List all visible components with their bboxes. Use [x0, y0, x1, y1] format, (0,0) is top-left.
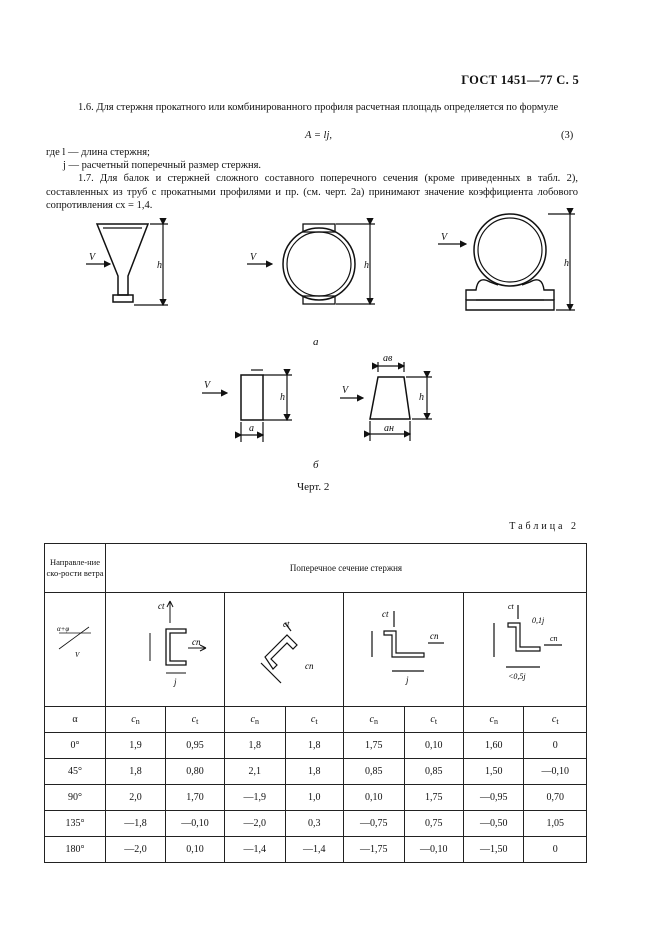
- coefficient-cell: 0,10: [344, 785, 405, 811]
- pipe-clamp-drawing: [247, 224, 375, 304]
- cn-header-1: $c_n$: [106, 707, 166, 733]
- table-row: [45, 733, 587, 759]
- channel-section-sketch: [106, 593, 225, 707]
- coefficient-cell: —1,4: [225, 837, 286, 863]
- table-row: [45, 837, 587, 863]
- ct-header-2: $c_t$: [285, 707, 344, 733]
- cn-header-3: $c_n$: [344, 707, 405, 733]
- coefficient-cell: —0,95: [464, 785, 524, 811]
- alpha-cell: 180°: [45, 837, 106, 863]
- j-label: j: [174, 677, 177, 687]
- svg-text:α+φ: α+φ: [57, 625, 70, 633]
- ab-label: aв: [383, 353, 393, 364]
- figure-label-b: б: [313, 459, 319, 471]
- coefficient-cell: 1,8: [106, 759, 166, 785]
- coefficient-cell: 0: [524, 733, 587, 759]
- svg-text:cn: cn: [305, 661, 314, 671]
- coefficient-cell: 0,10: [404, 733, 464, 759]
- coefficient-cell: 1,75: [344, 733, 405, 759]
- coefficient-cell: —1,4: [285, 837, 344, 863]
- figure-label-a: а: [313, 336, 319, 348]
- coefficient-cell: 0,85: [344, 759, 405, 785]
- coefficient-cell: 0,85: [404, 759, 464, 785]
- coefficient-cell: 1,8: [285, 733, 344, 759]
- svg-text:cn: cn: [550, 634, 558, 643]
- h-label-1: h: [157, 260, 162, 271]
- h-label-4: h: [280, 392, 285, 403]
- coefficient-cell: 0: [524, 837, 587, 863]
- coefficient-cell: 1,60: [464, 733, 524, 759]
- cn-header-2: $c_n$: [225, 707, 286, 733]
- coefficient-cell: —2,0: [106, 837, 166, 863]
- rect-section-drawing: [202, 370, 292, 442]
- cross-section-header: Поперечное сечение стержня: [106, 544, 587, 593]
- svg-text:<0,5j: <0,5j: [508, 672, 526, 681]
- coefficient-cell: 0,10: [166, 837, 225, 863]
- v-label-5: V: [342, 385, 349, 396]
- angle-section-sketch: [464, 593, 587, 707]
- rotated-channel-sketch: [225, 593, 344, 707]
- pipe-saddle-drawing: [438, 214, 575, 310]
- table-2: [44, 543, 587, 863]
- where-l: где l — длина стержня;: [46, 147, 150, 158]
- coefficient-cell: —0,10: [166, 811, 225, 837]
- paragraph-1-6: 1.6. Для стержня прокатного или комбинированного профиля расчетная площадь определяется по формуле: [78, 102, 559, 113]
- z-section-sketch: [344, 593, 464, 707]
- table-row: [45, 759, 587, 785]
- wind-direction-sketch: [45, 593, 106, 707]
- coefficient-cell: 1,75: [404, 785, 464, 811]
- h-label-2: h: [364, 260, 369, 271]
- coefficient-cell: —0,10: [524, 759, 587, 785]
- svg-text:j: j: [406, 675, 409, 685]
- a-label: a: [249, 423, 254, 434]
- table-body: [45, 733, 587, 863]
- where-j: j — расчетный поперечный размер стержня.: [63, 160, 262, 171]
- ct-header-1: $c_t$: [166, 707, 225, 733]
- alpha-header: α: [45, 707, 106, 733]
- coefficient-cell: —0,50: [464, 811, 524, 837]
- ct-header-3: $c_t$: [404, 707, 464, 733]
- alpha-cell: 135°: [45, 811, 106, 837]
- figure-caption: Черт. 2: [297, 481, 330, 493]
- coefficient-cell: 1,05: [524, 811, 587, 837]
- svg-text:ct: ct: [283, 619, 290, 629]
- coefficient-cell: 2,1: [225, 759, 286, 785]
- coefficient-cell: —2,0: [225, 811, 286, 837]
- paragraph-1-7: 1.7. Для балок и стержней сложного составного поперечного сечения (кроме приведенных в табл. 2), составленных из труб с прокатными профилями и пр. (см. черт. 2а) принимают значение коэффициента лобового сопротивления cx = 1,4.: [46, 173, 578, 211]
- coefficient-cell: —0,10: [404, 837, 464, 863]
- coefficient-cell: —1,9: [225, 785, 286, 811]
- formula: A = lj,: [305, 130, 333, 141]
- an-label: aн: [384, 423, 394, 434]
- ct-label: ct: [158, 601, 165, 611]
- coefficient-cell: 1,70: [166, 785, 225, 811]
- y-section-drawing: [86, 224, 168, 305]
- cn-header-4: $c_n$: [464, 707, 524, 733]
- table-row: [45, 785, 587, 811]
- coefficient-cell: 1,8: [225, 733, 286, 759]
- alpha-cell: 45°: [45, 759, 106, 785]
- wind-direction-header: Направле-ние ско-рости ветра: [45, 544, 106, 593]
- coefficient-header-row: [45, 707, 587, 733]
- coefficient-cell: 1,50: [464, 759, 524, 785]
- coefficient-cell: —1,50: [464, 837, 524, 863]
- h-label-5: h: [419, 392, 424, 403]
- coefficient-cell: —1,8: [106, 811, 166, 837]
- v-label-3: V: [441, 232, 448, 243]
- coefficient-cell: —1,75: [344, 837, 405, 863]
- coefficient-cell: 1,0: [285, 785, 344, 811]
- h-label-3: h: [564, 258, 569, 269]
- v-label-4: V: [204, 380, 211, 391]
- svg-text:ct: ct: [508, 602, 514, 611]
- page-header: ГОСТ 1451—77 С. 5: [461, 73, 579, 87]
- svg-text:cn: cn: [430, 631, 439, 641]
- formula-number: (3): [561, 130, 574, 141]
- svg-text:V: V: [75, 651, 80, 659]
- table-title: Таблица 2: [509, 521, 579, 532]
- coefficient-cell: 0,3: [285, 811, 344, 837]
- alpha-cell: 0°: [45, 733, 106, 759]
- wind-vector-icon: [45, 593, 105, 703]
- table-row: [45, 811, 587, 837]
- coefficient-cell: 1,9: [106, 733, 166, 759]
- alpha-cell: 90°: [45, 785, 106, 811]
- svg-text:ct: ct: [382, 609, 389, 619]
- v-label-1: V: [89, 252, 96, 263]
- coefficient-cell: 0,95: [166, 733, 225, 759]
- cn-label: cn: [192, 637, 201, 647]
- coefficient-cell: 0,70: [524, 785, 587, 811]
- coefficient-cell: 0,80: [166, 759, 225, 785]
- v-label-2: V: [250, 252, 257, 263]
- coefficient-cell: 2,0: [106, 785, 166, 811]
- table-header-row: [45, 544, 587, 593]
- svg-text:0,1j: 0,1j: [532, 616, 545, 625]
- coefficient-cell: —0,75: [344, 811, 405, 837]
- coefficient-cell: 1,8: [285, 759, 344, 785]
- coefficient-cell: 0,75: [404, 811, 464, 837]
- sketch-row: [45, 593, 587, 707]
- ct-header-4: $c_t$: [524, 707, 587, 733]
